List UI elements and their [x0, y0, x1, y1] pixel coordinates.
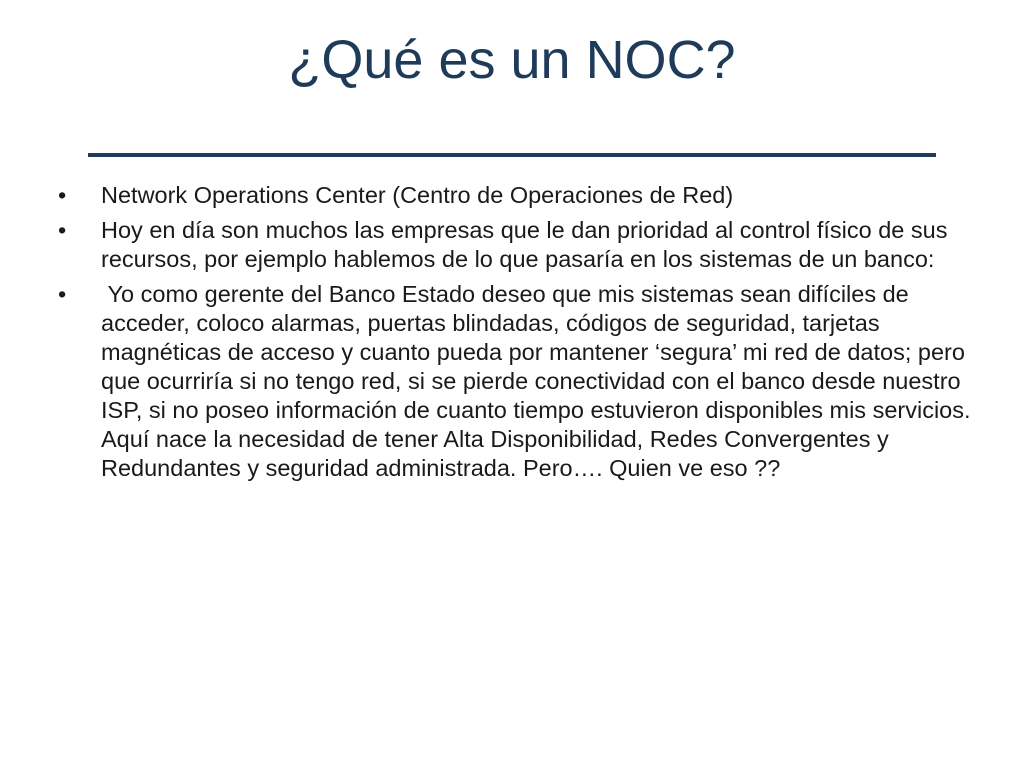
- bullet-text: Yo como gerente del Banco Estado deseo que mis sistemas sean difíciles de acceder, coloco alarmas, puertas blindadas, códigos de seguridad, tarjetas magnéticas de acceso y cuanto pueda por mantener ‘segura’ mi red de datos; pero que ocurriría si no tengo red, si se pierde conectividad con el banco desde nuestro ISP, si no poseo información de cuanto tiempo estuvieron disponibles mis servicios. Aquí nace la necesidad de tener Alta Disponibilidad, Redes Convergentes y Redundantes y seguridad administrada. Pero…. Quien ve eso ??: [101, 281, 976, 481]
- bullet-icon: •: [58, 281, 67, 307]
- bullet-item-1: [58, 181, 978, 210]
- slide-title: ¿Qué es un NOC?: [288, 30, 736, 90]
- bullet-icon: •: [58, 217, 67, 243]
- bullet-text: Network Operations Center (Centro de Operaciones de Red): [101, 182, 734, 208]
- bullet-text: Hoy en día son muchos las empresas que le dan prioridad al control físico de sus recursos, por ejemplo hablemos de lo que pasaría en los sistemas de un banco:: [101, 217, 948, 272]
- bullet-item-3: [58, 280, 978, 483]
- slide-content: [58, 181, 978, 489]
- bullet-list: [58, 181, 978, 483]
- bullet-item-2: [58, 216, 978, 274]
- bullet-icon: •: [58, 182, 67, 208]
- title-underline: [88, 153, 936, 157]
